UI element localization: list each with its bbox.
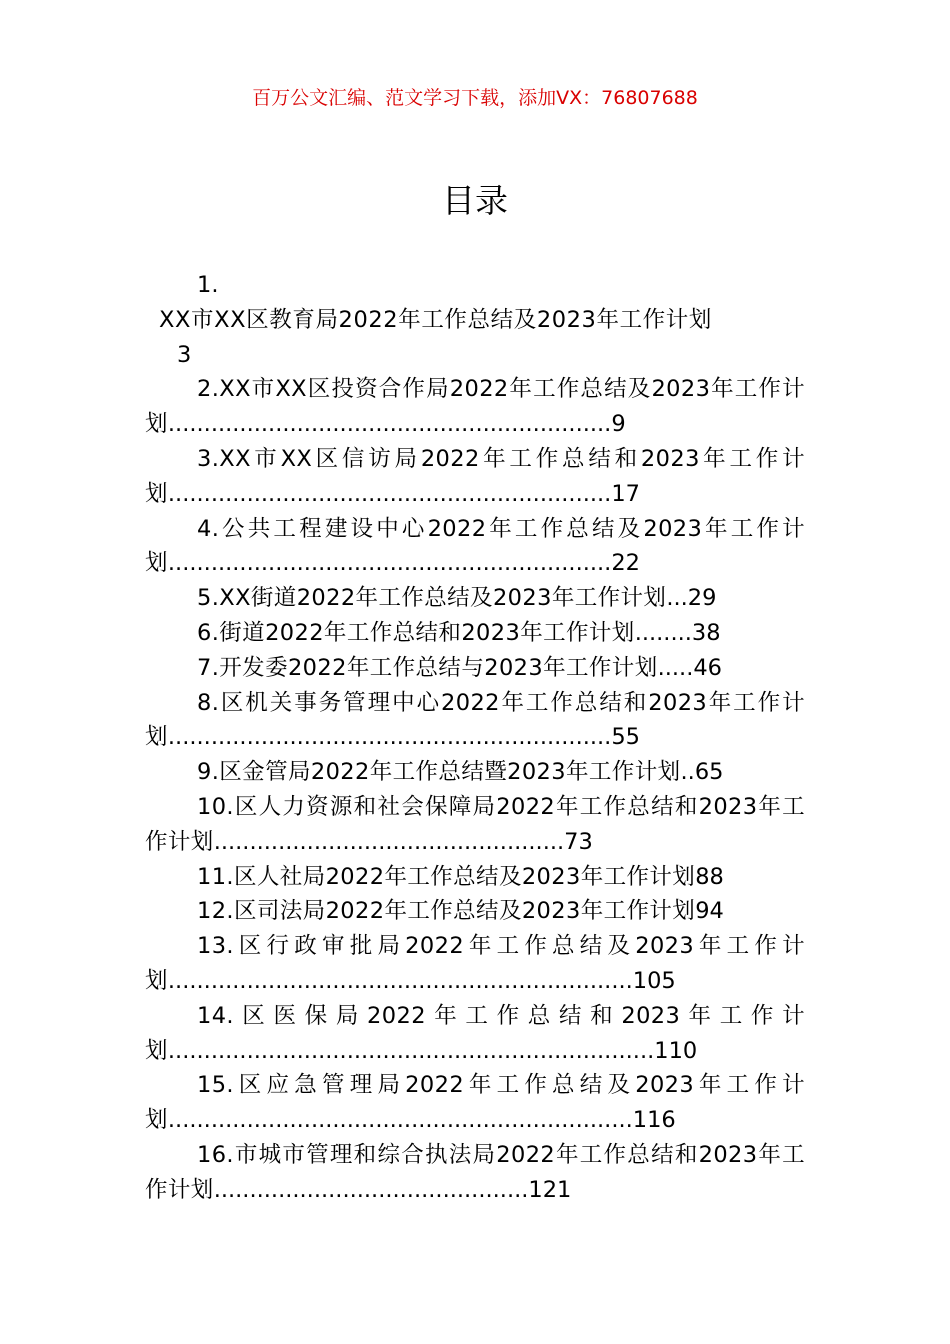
toc-entry-title: 13.区行政审批局2022年工作总结及2023年工作计划 bbox=[145, 933, 805, 994]
toc-entry-page: 105 bbox=[632, 967, 676, 994]
toc-entry-page: 55 bbox=[611, 724, 640, 751]
toc-entry-page: 17 bbox=[611, 480, 640, 507]
toc-entry-page: 73 bbox=[564, 828, 593, 855]
toc-entry-leader: .............................................................. bbox=[167, 480, 612, 507]
toc-entry-title: 16.市城市管理和综合执法局2022年工作总结和2023年工作计划 bbox=[145, 1141, 805, 1203]
toc-entry-leader: ................................................. bbox=[213, 828, 565, 855]
toc-entry-leader: .............................................................. bbox=[167, 411, 612, 438]
toc-entry-title: 15.区应急管理局2022年工作总结及2023年工作计划 bbox=[145, 1072, 805, 1134]
toc-entry-title: 9.区金管局2022年工作总结暨2023年工作计划 bbox=[197, 759, 681, 786]
toc-entry-13[interactable] bbox=[145, 929, 805, 999]
toc-entry-11[interactable] bbox=[145, 860, 805, 895]
toc-entry-1[interactable] bbox=[145, 268, 805, 372]
toc-entry-leader: ................................................................. bbox=[167, 967, 633, 994]
toc-entry-leader: ... bbox=[666, 585, 688, 612]
toc-entry-title: 11.区人社局2022年工作总结及2023年工作计划 bbox=[197, 863, 696, 890]
toc-entry-leader: .. bbox=[680, 759, 695, 786]
toc-entry-9[interactable] bbox=[145, 755, 805, 790]
toc-entry-title: 7.开发委2022年工作总结与2023年工作计划 bbox=[197, 654, 658, 681]
toc-entry-page: 22 bbox=[611, 550, 640, 577]
toc-entry-title: 8.区机关事务管理中心2022年工作总结和2023年工作计划 bbox=[145, 689, 805, 751]
toc-entry-title: 6.街道2022年工作总结和2023年工作计划 bbox=[197, 619, 635, 646]
toc-list bbox=[145, 372, 805, 1207]
toc-entry-page: 116 bbox=[632, 1107, 676, 1134]
toc-entry-5[interactable] bbox=[145, 581, 805, 616]
toc-entry-leader: .............................................................. bbox=[167, 550, 612, 577]
toc-entry-page: 9 bbox=[611, 411, 626, 438]
toc-entry-title: 14.区医保局2022年工作总结和2023年工作计划 bbox=[145, 1002, 805, 1064]
watermark-banner: 百万公文汇编、范文学习下载，添加VX：76807688 bbox=[252, 87, 698, 109]
toc-entry-10[interactable] bbox=[145, 790, 805, 860]
toc-entry-leader: ........ bbox=[634, 619, 692, 646]
toc-entry-16[interactable] bbox=[145, 1138, 805, 1208]
toc-entry-title: 12.区司法局2022年工作总结及2023年工作计划 bbox=[197, 898, 696, 925]
toc-entry-leader: .................................................................... bbox=[167, 1037, 655, 1064]
toc-entry-2[interactable] bbox=[145, 372, 805, 442]
toc-entry-page: 3 bbox=[177, 341, 192, 368]
page-title: 目录 bbox=[442, 181, 508, 220]
toc-entry-number: 1. bbox=[197, 272, 219, 298]
toc-entry-title: 10.区人力资源和社会保障局2022年工作总结和2023年工作计划 bbox=[145, 793, 805, 855]
toc-entry-3[interactable] bbox=[145, 442, 805, 512]
toc-entry-15[interactable] bbox=[145, 1068, 805, 1138]
toc-entry-page: 29 bbox=[687, 585, 717, 612]
toc-entry-12[interactable] bbox=[145, 894, 805, 929]
toc-entry-7[interactable] bbox=[145, 651, 805, 686]
toc-entry-title: 4.公共工程建设中心2022年工作总结及2023年工作计划 bbox=[145, 515, 805, 577]
toc-entry-title: 3.XX市XX区信访局2022年工作总结和2023年工作计划 bbox=[145, 445, 805, 507]
toc-entry-leader: .............................................................. bbox=[167, 724, 612, 751]
toc-entry-6[interactable] bbox=[145, 616, 805, 651]
toc-entry-page: 110 bbox=[654, 1037, 698, 1064]
toc-entry-4[interactable] bbox=[145, 512, 805, 582]
toc-entry-page: 65 bbox=[694, 759, 724, 786]
toc-entry-leader: ................................................................. bbox=[167, 1107, 633, 1134]
toc-entry-page: 46 bbox=[693, 654, 722, 681]
toc-entry-title: 2.XX市XX区投资合作局2022年工作总结及2023年工作计划 bbox=[145, 376, 805, 438]
toc-entry-page: 88 bbox=[695, 863, 724, 890]
toc-entry-page: 94 bbox=[695, 898, 724, 925]
toc-entry-title: 5.XX街道2022年工作总结及2023年工作计划 bbox=[197, 585, 667, 612]
toc-entry-14[interactable] bbox=[145, 999, 805, 1069]
toc-entry-8[interactable] bbox=[145, 686, 805, 756]
toc-entry-leader: ............................................ bbox=[213, 1176, 529, 1203]
table-of-contents bbox=[145, 268, 805, 1208]
toc-entry-page: 38 bbox=[691, 619, 721, 646]
toc-entry-title: XX市XX区教育局2022年工作总结及2023年工作计划 bbox=[159, 306, 712, 333]
toc-entry-leader: ..... bbox=[657, 654, 694, 681]
toc-entry-page: 121 bbox=[528, 1176, 572, 1203]
